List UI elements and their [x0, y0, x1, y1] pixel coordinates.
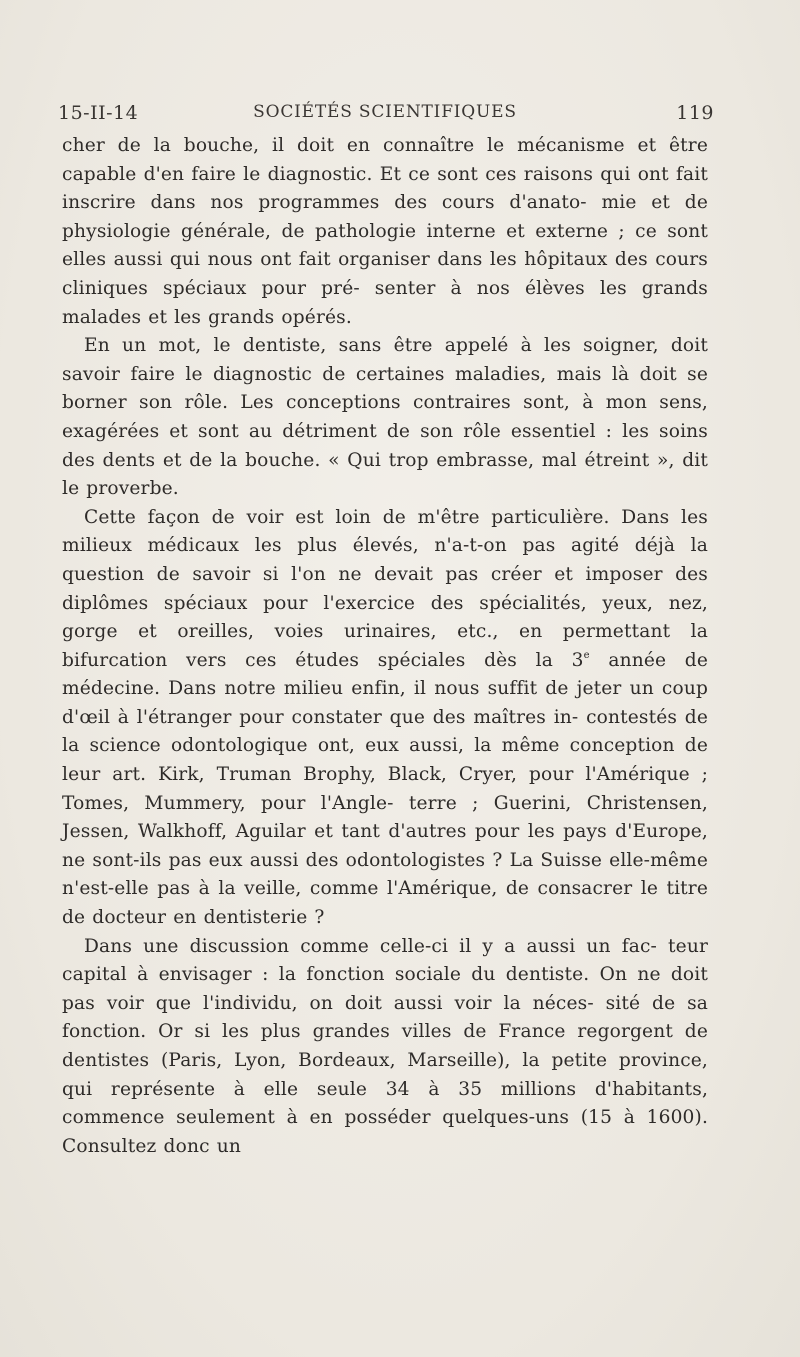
header-date: 15-II-14 [58, 102, 139, 124]
paragraph-2: En un mot, le dentiste, sans être appelé à les soigner, doit savoir faire le diagnostic de certaines maladies, mais là doit se borner son rôle. Les conceptions contraires sont, à mon sens, exagérées et sont au détriment de son rôle essentiel : les soins des dents et de la bouche. « Qui trop embrasse, mal étreint », dit le proverbe. [62, 335, 708, 500]
paragraph-3-part-2: année de médecine. Dans notre milieu enfin, il nous suffit de jeter un coup d'œil à l'étranger pour constater que des maîtres in- contestés de la science odontologique ont, eux aussi, la même conception de leur art. Kirk, Truman Brophy, Black, Cryer, pour l'Amérique ; Tomes, Mummery, pour l'Angle- terre ; Guerini, Christensen, Jessen, Walkhoff, Aguilar et tant d'autres pour les pays d'Europe, ne sont-ils pas eux aussi des odontologistes ? La Suisse elle-même n'est-elle pas à la veille, comme l'Amérique, de consacrer le titre de docteur en dentisterie ? [62, 649, 708, 929]
book-page [58, 92, 714, 1161]
running-header [58, 92, 714, 132]
page-number: 119 [676, 102, 714, 124]
paragraph-4: Dans une discussion comme celle-ci il y a aussi un fac- teur capital à envisager : la fonction sociale du dentiste. On ne doit pas voir que l'individu, on doit aussi voir la néces- sité de sa fonction. Or si les plus grandes villes de France regorgent de dentistes (Paris, Lyon, Bordeaux, Marseille), la petite province, qui représente à elle seule 34 à 35 millions d'habitants, commence seulement à en posséder quelques-uns (15 à 1600). Consultez donc un [62, 935, 708, 1157]
paragraph-3-part-1: Cette façon de voir est loin de m'être particulière. Dans les milieux médicaux les plus élevés, n'a-t-on pas agité déjà la question de savoir si l'on ne devait pas créer et imposer des diplômes spéciaux pour l'exercice des spécialités, yeux, nez, gorge et oreilles, voies urinaires, etc., en permettant la bifurcation vers ces études spéciales dès la 3 [62, 506, 708, 671]
paragraph-1: cher de la bouche, il doit en connaître le mécanisme et être capable d'en faire le diagnostic. Et ce sont ces raisons qui ont fait inscrire dans nos programmes des cours d'anato- mie et de physiologie générale, de pathologie interne et externe ; ce sont elles aussi qui nous ont fait organiser dans les hôpitaux des cours cliniques spéciaux pour pré- senter à nos élèves les grands malades et les grands opérés. [62, 135, 708, 328]
paragraph-3 [62, 504, 708, 933]
ordinal-superscript: e [583, 649, 590, 661]
header-section-title: SOCIÉTÉS SCIENTIFIQUES [253, 102, 517, 122]
body-text [62, 132, 708, 1161]
